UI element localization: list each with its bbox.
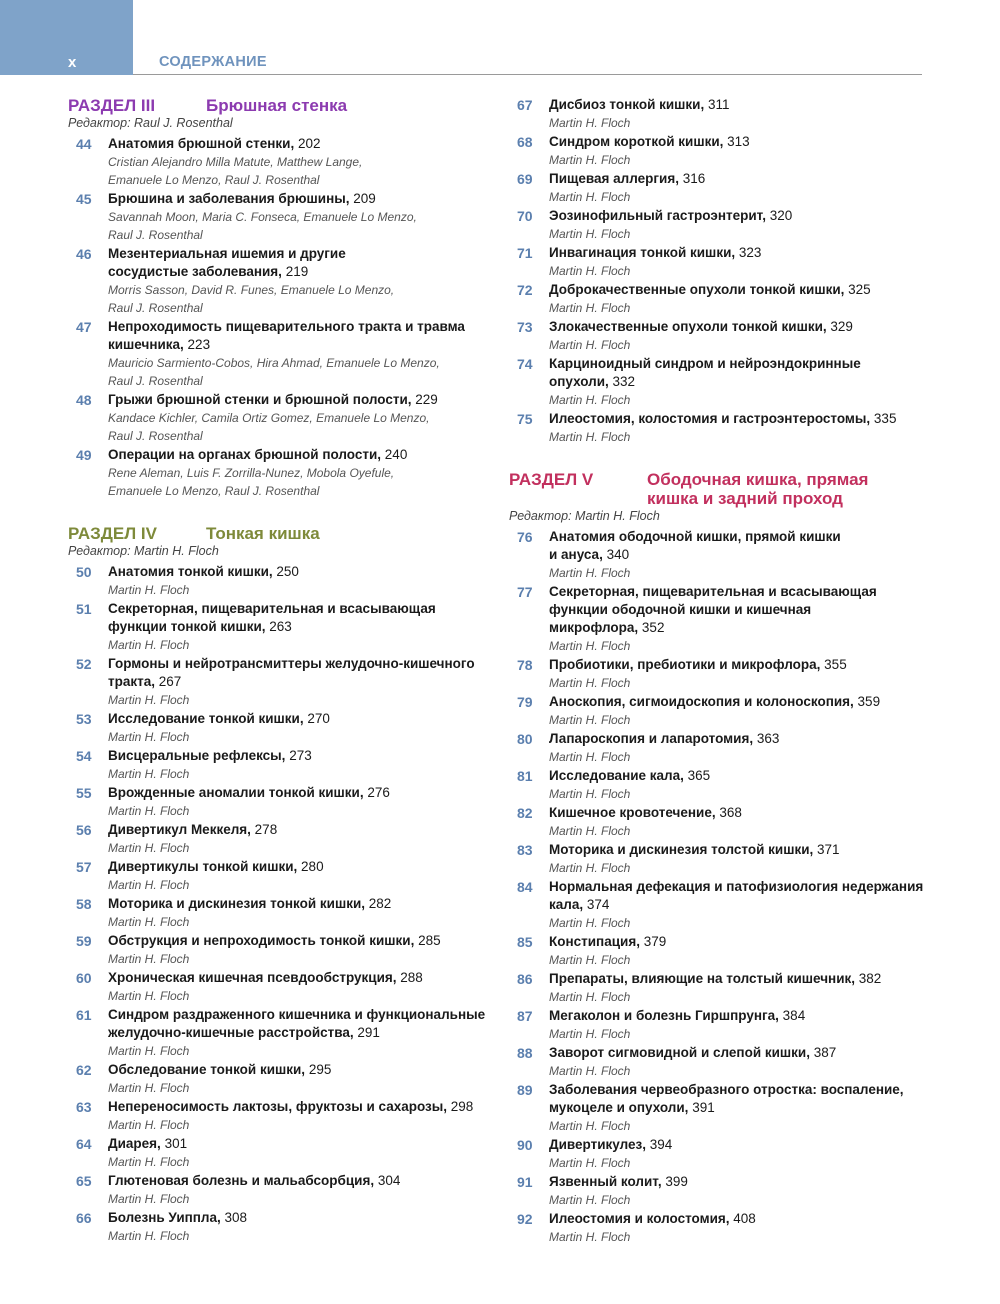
chapter-page: 379	[639, 934, 667, 949]
toc-section	[509, 470, 929, 1246]
chapter-page: 240	[381, 447, 408, 462]
chapter-number: 60	[76, 970, 92, 986]
toc-entry[interactable]	[509, 318, 929, 354]
chapter-authors: Raul J. Rosenthal	[108, 429, 203, 443]
chapter-number: 87	[517, 1008, 533, 1024]
toc-entry[interactable]	[68, 747, 518, 783]
toc-entry[interactable]	[68, 318, 518, 390]
toc-entry[interactable]	[509, 933, 929, 969]
chapter-authors: Martin H. Floch	[549, 338, 631, 352]
toc-section	[509, 96, 929, 446]
toc-entry[interactable]	[68, 1098, 518, 1134]
toc-entry[interactable]	[68, 1135, 518, 1171]
toc-entry[interactable]	[509, 1136, 929, 1172]
chapter-number: 67	[517, 97, 533, 113]
toc-entry[interactable]	[509, 244, 929, 280]
chapter-title[interactable]: Заворот сигмовидной и слепой кишки, 387	[549, 1045, 837, 1060]
chapter-number: 89	[517, 1082, 533, 1098]
chapter-authors: Martin H. Floch	[549, 116, 631, 130]
toc-section	[68, 96, 518, 500]
chapter-number: 61	[76, 1007, 92, 1023]
chapter-page: 340	[602, 547, 630, 562]
chapter-title[interactable]: Анатомия ободочной кишки, прямой кишки и ануса, 340	[549, 529, 841, 562]
chapter-number: 83	[517, 842, 533, 858]
chapter-page: 316	[678, 171, 706, 186]
chapter-authors: Cristian Alejandro Milla Matute, Matthew Lange,	[108, 155, 363, 169]
chapter-number: 72	[517, 282, 533, 298]
toc-entry[interactable]	[509, 1173, 929, 1209]
chapter-authors: Martin H. Floch	[108, 730, 190, 744]
chapter-page: 382	[855, 971, 882, 986]
chapter-number: 77	[517, 584, 533, 600]
chapter-authors: Martin H. Floch	[549, 153, 631, 167]
chapter-page: 355	[820, 657, 847, 672]
chapter-number: 91	[517, 1174, 533, 1190]
chapter-number: 82	[517, 805, 533, 821]
chapter-number: 68	[517, 134, 533, 150]
chapter-authors: Martin H. Floch	[108, 952, 190, 966]
toc-section	[68, 524, 518, 1245]
page-number: x	[68, 54, 77, 71]
chapter-title[interactable]: Исследование кала, 365	[549, 768, 711, 783]
chapter-authors: Martin H. Floch	[108, 989, 190, 1003]
chapter-number: 58	[76, 896, 92, 912]
chapter-number: 62	[76, 1062, 92, 1078]
chapter-title[interactable]: Обследование тонкой кишки, 295	[108, 1062, 332, 1077]
toc-entry[interactable]	[68, 710, 518, 746]
toc-entry[interactable]	[68, 600, 518, 654]
toc-entry[interactable]	[509, 767, 929, 803]
chapter-number: 90	[517, 1137, 533, 1153]
chapter-authors: Martin H. Floch	[108, 693, 190, 707]
chapter-title[interactable]: Синдром раздраженного кишечника и функциональные желудочно-кишечные расстройства, 291	[108, 1007, 486, 1040]
toc-entry[interactable]	[509, 133, 929, 169]
chapter-number: 73	[517, 319, 533, 335]
chapter-page: 282	[365, 896, 392, 911]
chapter-title[interactable]: Моторика и дискинезия тонкой кишки, 282	[108, 896, 392, 911]
chapter-title[interactable]: Констипация, 379	[549, 934, 667, 949]
chapter-number: 86	[517, 971, 533, 987]
chapter-number: 57	[76, 859, 92, 875]
chapter-number: 54	[76, 748, 92, 764]
chapter-number: 78	[517, 657, 533, 673]
page-title: СОДЕРЖАНИЕ	[159, 54, 267, 70]
toc-entry[interactable]	[68, 1209, 518, 1245]
chapter-title[interactable]: Заболевания червеобразного отростка: воспаление, мукоцеле и опухоли, 391	[549, 1082, 904, 1115]
section-label: РАЗДЕЛ III	[68, 96, 156, 115]
chapter-number: 59	[76, 933, 92, 949]
chapter-number: 55	[76, 785, 92, 801]
toc-entry[interactable]	[509, 730, 929, 766]
chapter-number: 69	[517, 171, 533, 187]
chapter-number: 53	[76, 711, 92, 727]
chapter-title[interactable]: Непроходимость пищеварительного тракта и травма кишечника, 223	[108, 319, 465, 352]
chapter-number: 63	[76, 1099, 92, 1115]
chapter-title[interactable]: Илеостомия и колостомия, 408	[549, 1211, 756, 1226]
toc-entry[interactable]	[509, 804, 929, 840]
chapter-title[interactable]: Секреторная, пищеварительная и всасывающая функции ободочной кишки и кишечная микрофлора, 352	[549, 584, 877, 635]
header-color-block	[0, 0, 133, 75]
chapter-page: 263	[265, 619, 292, 634]
chapter-page: 288	[396, 970, 423, 985]
chapter-number: 44	[76, 136, 92, 152]
chapter-authors: Martin H. Floch	[549, 1064, 631, 1078]
toc-entry[interactable]	[68, 135, 518, 189]
chapter-authors: Raul J. Rosenthal	[108, 374, 203, 388]
chapter-page: 285	[414, 933, 441, 948]
toc-entry[interactable]	[68, 391, 518, 445]
toc-entry[interactable]	[68, 932, 518, 968]
chapter-page: 408	[729, 1211, 756, 1226]
chapter-title[interactable]: Синдром короткой кишки, 313	[549, 134, 750, 149]
chapter-number: 52	[76, 656, 92, 672]
chapter-title[interactable]: Брюшина и заболевания брюшины, 209	[108, 191, 376, 206]
chapter-number: 80	[517, 731, 533, 747]
chapter-number: 46	[76, 246, 92, 262]
chapter-page: 313	[723, 134, 750, 149]
chapter-authors: Martin H. Floch	[108, 878, 190, 892]
chapter-title[interactable]: Исследование тонкой кишки, 270	[108, 711, 330, 726]
chapter-page: 229	[411, 392, 438, 407]
chapter-authors: Emanuele Lo Menzo, Raul J. Rosenthal	[108, 484, 320, 498]
chapter-title[interactable]: Доброкачественные опухоли тонкой кишки, 325	[549, 282, 871, 297]
chapter-authors: Martin H. Floch	[549, 639, 631, 653]
chapter-number: 65	[76, 1173, 92, 1189]
chapter-page: 399	[661, 1174, 688, 1189]
chapter-page: 329	[826, 319, 853, 334]
toc-entry[interactable]	[68, 1006, 518, 1060]
chapter-page: 202	[294, 136, 321, 151]
chapter-page: 278	[250, 822, 278, 837]
chapter-title[interactable]: Пищевая аллергия, 316	[549, 171, 706, 186]
chapter-authors: Raul J. Rosenthal	[108, 228, 203, 242]
section-editor: Редактор: Raul J. Rosenthal	[68, 116, 233, 130]
chapter-authors: Savannah Moon, Maria C. Fonseca, Emanuele Lo Menzo,	[108, 210, 417, 224]
toc-entry[interactable]	[509, 170, 929, 206]
chapter-page: 223	[183, 337, 211, 352]
chapter-title[interactable]: Мезентериальная ишемия и другие сосудистые заболевания, 219	[108, 246, 346, 279]
chapter-page: 311	[704, 97, 730, 112]
chapter-page: 304	[374, 1173, 401, 1188]
chapter-authors: Martin H. Floch	[549, 1119, 631, 1133]
chapter-page: 209	[349, 191, 376, 206]
chapter-title[interactable]: Аноскопия, сигмоидоскопия и колоноскопия, 359	[549, 694, 881, 709]
toc-entry[interactable]	[68, 858, 518, 894]
chapter-authors: Martin H. Floch	[549, 1193, 631, 1207]
chapter-title[interactable]: Дивертикулез, 394	[549, 1137, 673, 1152]
chapter-authors: Martin H. Floch	[549, 566, 631, 580]
chapter-page: 365	[683, 768, 711, 783]
chapter-title[interactable]: Висцеральные рефлексы, 273	[108, 748, 312, 763]
chapter-page: 320	[766, 208, 793, 223]
chapter-authors: Kandace Kichler, Camila Ortiz Gomez, Emanuele Lo Menzo,	[108, 411, 430, 425]
chapter-page: 280	[297, 859, 324, 874]
chapter-page: 267	[155, 674, 182, 689]
toc-entry[interactable]	[509, 1210, 929, 1246]
chapter-title[interactable]: Мегаколон и болезнь Гиршпрунга, 384	[549, 1008, 806, 1023]
chapter-title[interactable]: Болезнь Уиппла, 308	[108, 1210, 248, 1225]
chapter-authors: Martin H. Floch	[549, 713, 631, 727]
toc-entry[interactable]	[68, 446, 518, 500]
toc-entry[interactable]	[509, 281, 929, 317]
chapter-page: 295	[305, 1062, 332, 1077]
section-heading	[509, 470, 929, 508]
chapter-title[interactable]: Моторика и дискинезия толстой кишки, 371	[549, 842, 840, 857]
chapter-title[interactable]: Хроническая кишечная псевдообструкция, 288	[108, 970, 423, 985]
chapter-authors: Morris Sasson, David R. Funes, Emanuele Lo Menzo,	[108, 283, 395, 297]
chapter-title[interactable]: Анатомия тонкой кишки, 250	[108, 564, 299, 579]
toc-entry[interactable]	[68, 969, 518, 1005]
section-heading	[68, 524, 518, 543]
toc-entry[interactable]	[509, 583, 929, 655]
chapter-title[interactable]: Эозинофильный гастроэнтерит, 320	[549, 208, 793, 223]
chapter-page: 387	[809, 1045, 837, 1060]
chapter-authors: Martin H. Floch	[108, 1229, 190, 1243]
chapter-title[interactable]: Язвенный колит, 399	[549, 1174, 688, 1189]
section-label: РАЗДЕЛ V	[509, 470, 594, 489]
chapter-number: 51	[76, 601, 92, 617]
chapter-number: 50	[76, 564, 92, 580]
toc-entry[interactable]	[68, 655, 518, 709]
toc-entry[interactable]	[509, 656, 929, 692]
chapter-page: 298	[447, 1099, 474, 1114]
section-title: Тонкая кишка	[206, 524, 320, 543]
chapter-title[interactable]: Дисбиоз тонкой кишки, 311	[549, 97, 730, 112]
chapter-number: 48	[76, 392, 92, 408]
chapter-page: 325	[844, 282, 871, 297]
chapter-title[interactable]: Врожденные аномалии тонкой кишки, 276	[108, 785, 390, 800]
chapter-authors: Martin H. Floch	[549, 227, 631, 241]
chapter-authors: Martin H. Floch	[549, 1027, 631, 1041]
toc-entry[interactable]	[509, 970, 929, 1006]
chapter-authors: Martin H. Floch	[549, 1156, 631, 1170]
chapter-number: 84	[517, 879, 533, 895]
chapter-authors: Martin H. Floch	[108, 638, 190, 652]
toc-entry[interactable]	[509, 207, 929, 243]
chapter-authors: Martin H. Floch	[549, 787, 631, 801]
toc-entry[interactable]	[68, 1061, 518, 1097]
chapter-title[interactable]: Инвагинация тонкой кишки, 323	[549, 245, 762, 260]
chapter-number: 92	[517, 1211, 533, 1227]
chapter-number: 64	[76, 1136, 92, 1152]
toc-entry[interactable]	[68, 563, 518, 599]
section-title: Брюшная стенка	[206, 96, 348, 115]
toc-column-right	[509, 96, 929, 1270]
chapter-number: 49	[76, 447, 92, 463]
chapter-page: 368	[715, 805, 742, 820]
chapter-authors: Martin H. Floch	[549, 676, 631, 690]
chapter-page: 276	[363, 785, 390, 800]
chapter-title[interactable]: Злокачественные опухоли тонкой кишки, 329	[549, 319, 853, 334]
toc-entry[interactable]	[509, 355, 929, 409]
chapter-number: 71	[517, 245, 533, 261]
chapter-page: 291	[353, 1025, 380, 1040]
chapter-authors: Martin H. Floch	[108, 1044, 190, 1058]
chapter-title[interactable]: Секреторная, пищеварительная и всасывающая функции тонкой кишки, 263	[108, 601, 436, 634]
toc-column-left	[68, 96, 518, 1269]
chapter-authors: Martin H. Floch	[549, 916, 631, 930]
chapter-number: 70	[517, 208, 533, 224]
section-heading	[68, 96, 518, 115]
chapter-page: 371	[813, 842, 840, 857]
chapter-authors: Martin H. Floch	[549, 393, 631, 407]
chapter-authors: Rene Aleman, Luis F. Zorrilla-Nunez, Mobola Oyefule,	[108, 466, 395, 480]
chapter-page: 374	[583, 897, 610, 912]
chapter-authors: Emanuele Lo Menzo, Raul J. Rosenthal	[108, 173, 320, 187]
toc-entry[interactable]	[68, 821, 518, 857]
chapter-title[interactable]: Гормоны и нейротрансмиттеры желудочно-кишечного тракта, 267	[108, 656, 475, 689]
chapter-title[interactable]: Препараты, влияющие на толстый кишечник, 382	[549, 971, 882, 986]
chapter-page: 308	[220, 1210, 248, 1225]
section-label: РАЗДЕЛ IV	[68, 524, 157, 543]
chapter-authors: Martin H. Floch	[549, 953, 631, 967]
chapter-authors: Martin H. Floch	[549, 301, 631, 315]
chapter-page: 391	[688, 1100, 715, 1115]
chapter-number: 85	[517, 934, 533, 950]
chapter-page: 332	[608, 374, 636, 389]
chapter-authors: Martin H. Floch	[549, 750, 631, 764]
chapter-authors: Martin H. Floch	[549, 190, 631, 204]
header-divider	[133, 74, 922, 75]
chapter-title[interactable]: Дивертикулы тонкой кишки, 280	[108, 859, 324, 874]
chapter-authors: Martin H. Floch	[549, 990, 631, 1004]
chapter-authors: Martin H. Floch	[108, 1118, 190, 1132]
toc-entry[interactable]	[68, 245, 518, 317]
toc-entry[interactable]	[509, 878, 929, 932]
toc-entry[interactable]	[509, 841, 929, 877]
toc-entry[interactable]	[68, 784, 518, 820]
chapter-number: 45	[76, 191, 92, 207]
section-editor: Редактор: Martin H. Floch	[509, 509, 660, 523]
chapter-title[interactable]: Непереносимость лактозы, фруктозы и сахарозы, 298	[108, 1099, 474, 1114]
toc-entry[interactable]	[509, 410, 929, 446]
chapter-number: 79	[517, 694, 533, 710]
chapter-title[interactable]: Операции на органах брюшной полости, 240	[108, 447, 408, 462]
toc-entry[interactable]	[509, 96, 929, 132]
chapter-page: 219	[281, 264, 309, 279]
chapter-page: 363	[753, 731, 780, 746]
chapter-authors: Martin H. Floch	[108, 841, 190, 855]
chapter-authors: Martin H. Floch	[108, 1192, 190, 1206]
section-title: Ободочная кишка, прямая кишка и задний проход	[647, 470, 869, 508]
chapter-number: 47	[76, 319, 92, 335]
toc-entry[interactable]	[68, 895, 518, 931]
chapter-title[interactable]: Диарея, 301	[108, 1136, 188, 1151]
chapter-authors: Martin H. Floch	[549, 1230, 631, 1244]
toc-entry[interactable]	[509, 1081, 929, 1135]
chapter-number: 81	[517, 768, 533, 784]
section-editor: Редактор: Martin H. Floch	[68, 544, 219, 558]
chapter-page: 250	[272, 564, 299, 579]
chapter-authors: Raul J. Rosenthal	[108, 301, 203, 315]
chapter-title[interactable]: Анатомия брюшной стенки, 202	[108, 136, 321, 151]
chapter-authors: Martin H. Floch	[108, 804, 190, 818]
chapter-authors: Martin H. Floch	[108, 583, 190, 597]
chapter-authors: Martin H. Floch	[108, 1081, 190, 1095]
chapter-title[interactable]: Пробиотики, пребиотики и микрофлора, 355	[549, 657, 847, 672]
chapter-authors: Martin H. Floch	[108, 915, 190, 929]
toc-entry[interactable]	[509, 528, 929, 582]
chapter-number: 66	[76, 1210, 92, 1226]
chapter-number: 88	[517, 1045, 533, 1061]
toc-entry[interactable]	[509, 1044, 929, 1080]
chapter-authors: Martin H. Floch	[108, 767, 190, 781]
chapter-title[interactable]: Грыжи брюшной стенки и брюшной полости, 229	[108, 392, 438, 407]
chapter-title[interactable]: Нормальная дефекация и патофизиология недержания кала, 374	[549, 879, 924, 912]
chapter-authors: Martin H. Floch	[108, 1155, 190, 1169]
chapter-authors: Martin H. Floch	[549, 861, 631, 875]
chapter-number: 76	[517, 529, 533, 545]
chapter-page: 352	[638, 620, 665, 635]
toc-entry[interactable]	[68, 1172, 518, 1208]
chapter-authors: Mauricio Sarmiento-Cobos, Hira Ahmad, Emanuele Lo Menzo,	[108, 356, 440, 370]
chapter-page: 394	[645, 1137, 673, 1152]
chapter-number: 75	[517, 411, 533, 427]
chapter-page: 301	[160, 1136, 188, 1151]
toc-entry[interactable]	[68, 190, 518, 244]
toc-entry[interactable]	[509, 693, 929, 729]
chapter-number: 74	[517, 356, 533, 372]
chapter-page: 359	[853, 694, 881, 709]
chapter-page: 323	[735, 245, 762, 260]
chapter-page: 384	[778, 1008, 806, 1023]
chapter-authors: Martin H. Floch	[549, 430, 631, 444]
chapter-title[interactable]: Глютеновая болезнь и мальабсорбция, 304	[108, 1173, 401, 1188]
toc-entry[interactable]	[509, 1007, 929, 1043]
chapter-page: 335	[870, 411, 897, 426]
chapter-title[interactable]: Лапароскопия и лапаротомия, 363	[549, 731, 780, 746]
chapter-authors: Martin H. Floch	[549, 264, 631, 278]
chapter-page: 270	[303, 711, 330, 726]
chapter-authors: Martin H. Floch	[549, 824, 631, 838]
chapter-title[interactable]: Илеостомия, колостомия и гастроэнтеростомы, 335	[549, 411, 897, 426]
chapter-number: 56	[76, 822, 92, 838]
chapter-title[interactable]: Обструкция и непроходимость тонкой кишки, 285	[108, 933, 441, 948]
chapter-page: 273	[285, 748, 312, 763]
chapter-title[interactable]: Карциноидный синдром и нейроэндокринные опухоли, 332	[549, 356, 861, 389]
chapter-title[interactable]: Дивертикул Меккеля, 278	[108, 822, 278, 837]
chapter-title[interactable]: Кишечное кровотечение, 368	[549, 805, 742, 820]
